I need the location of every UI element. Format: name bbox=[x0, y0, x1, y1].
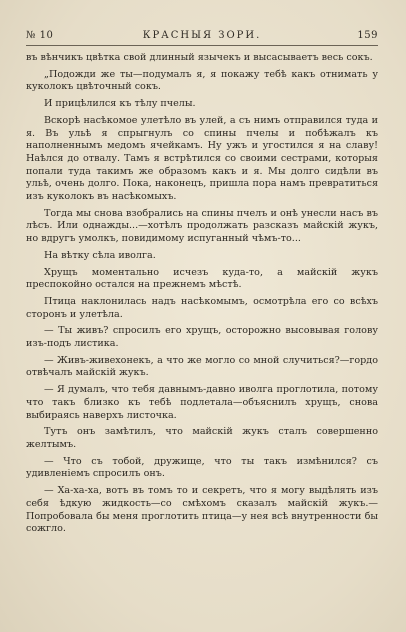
paragraph: въ вѣнчикъ цвѣтка свой длинный язычекъ и высасываетъ весь сокъ. bbox=[26, 52, 373, 63]
paragraph: Вскорѣ насѣкомое улетѣло въ улей, а съ нимъ отправился туда и я. Въ ульѣ я спрыгнулъ со спины пчелы и побѣжалъ къ наполненнымъ медомъ ячейкамъ. Ну ужъ и угостился я на славу! Наѣлся до отвалу. Тамъ я встрѣтился со своими сестрами, которыя попали туда такимъ же образомъ какъ и я. Мы долго сидѣли въ ульѣ, очень долго. Пока, наконецъ, пришла пора намъ превратиться изъ куколокъ въ насѣкомыхъ. bbox=[26, 114, 378, 203]
issue-number: № 10 bbox=[26, 30, 54, 41]
header-rule bbox=[26, 45, 378, 46]
paragraph: И прицѣлился къ тѣлу пчелы. bbox=[44, 98, 196, 110]
paragraph: — Живъ-живехонекъ, а что же могло со мной случиться?—гордо отвѣчалъ майскій жукъ. bbox=[26, 354, 378, 379]
paragraph: — Что съ тобой, дружище, что ты такъ измѣнился? съ удивленіемъ спросилъ онъ. bbox=[26, 455, 378, 480]
paragraph: На вѣтку сѣла иволга. bbox=[44, 249, 156, 261]
page-body bbox=[26, 52, 378, 540]
paragraph: „Подожди же ты—подумалъ я, я покажу тебѣ какъ отнимать у куколокъ цвѣточный сокъ. bbox=[26, 68, 378, 93]
paragraph: Тогда мы снова взобрались на спины пчелъ и онѣ унесли насъ въ лѣсъ. Или однажды...—хотѣлъ продолжать разсказъ майскій жукъ, но вдругъ умолкъ, повидимому испуганный чѣмъ-то... bbox=[26, 207, 378, 245]
page-number: 159 bbox=[357, 30, 378, 41]
running-title: КРАСНЫЯ ЗОРИ. bbox=[142, 30, 262, 41]
paragraph: — Я думалъ, что тебя давнымъ-давно иволга проглотила, потому что такъ близко къ тебѣ подлетала—объяснилъ хрущъ, снова выбираясь наверхъ листочка. bbox=[26, 384, 378, 421]
paragraph: — Ха-ха-ха, вотъ въ томъ то и секретъ, что я могу выдѣлять изъ себя ѣдкую жидкость—со смѣхомъ сказалъ майскій жукъ.—Попробовала бы меня проглотить птица—у нея всѣ внутренности бы сожгло. bbox=[26, 485, 378, 535]
paragraph: Птица наклонилась надъ насѣкомымъ, осмотрѣла его со всѣхъ сторонъ и улетѣла. bbox=[26, 295, 378, 320]
paragraph: Тутъ онъ замѣтилъ, что майскій жукъ сталъ совершенно желтымъ. bbox=[26, 426, 378, 450]
paragraph: Хрущъ моментально исчезъ куда-то, а майскій жукъ преспокойно остался на прежнемъ мѣстѣ. bbox=[26, 266, 378, 291]
paragraph: — Ты живъ? спросилъ его хрущъ, осторожно высовывая голову изъ-подъ листика. bbox=[26, 325, 378, 350]
page-header bbox=[26, 30, 378, 44]
